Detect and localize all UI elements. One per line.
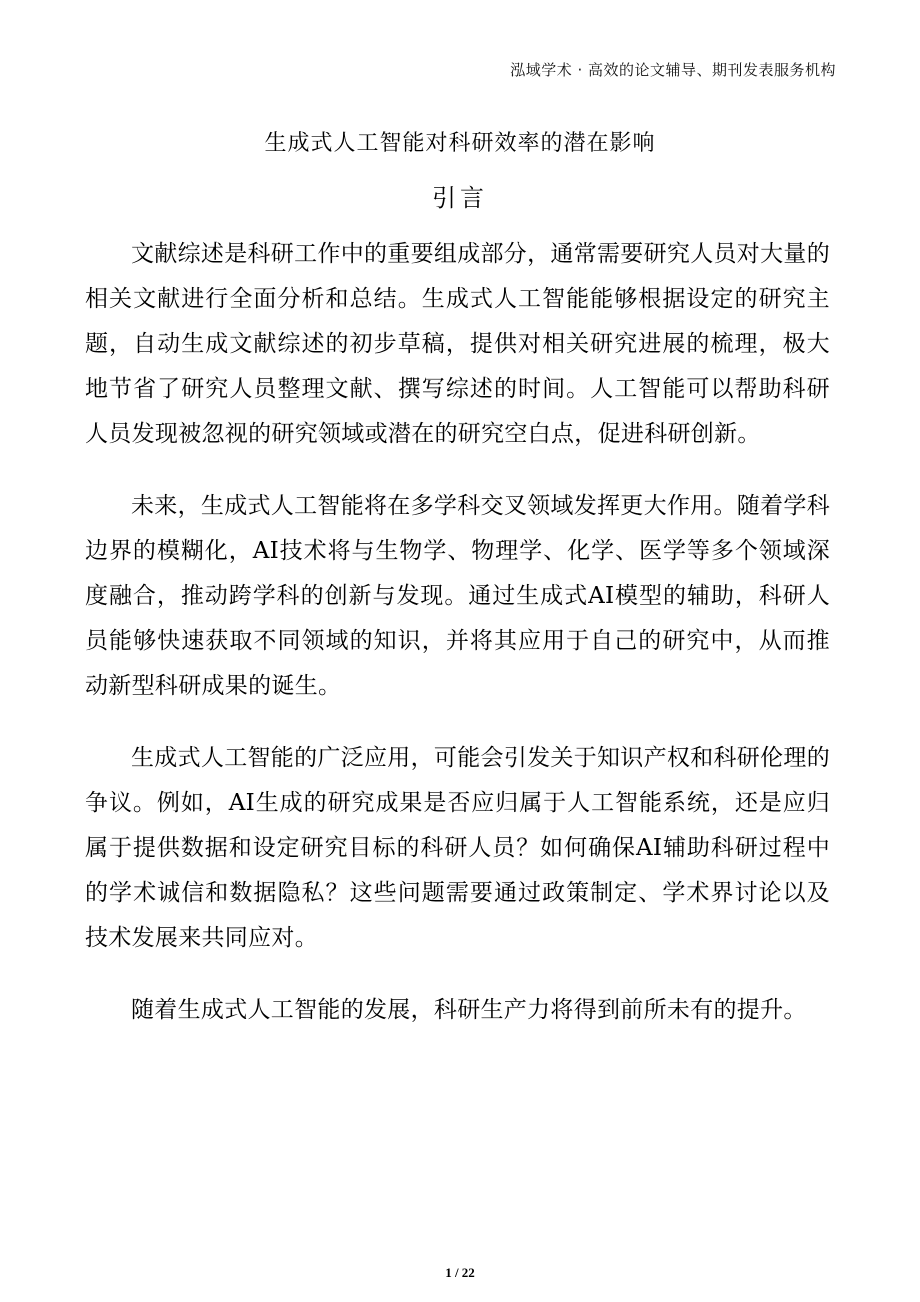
page-header: 泓域学术 · 高效的论文辅导、期刊发表服务机构 xyxy=(510,61,836,79)
section-heading: 引言 xyxy=(432,184,488,212)
paragraph-4: 随着生成式人工智能的发展，科研生产力将得到前所未有的提升。 xyxy=(131,997,807,1023)
paragraph-1: 文献综述是科研工作中的重要组成部分，通常需要研究人员对大量的相关文献进行全面分析和总结。生成式人工智能能够根据设定的研究主题，自动生成文献综述的初步草稿，提供对相关研究进展的梳理，极大地节省了研究人员整理文献、撰写综述的时间。人工智能可以帮助科研人员发现被忽视的研究领域或潜在的研究空白点，促进科研创新。 xyxy=(85,241,830,447)
page-number: 1 / 22 xyxy=(445,1265,475,1280)
paragraph-3: 生成式人工智能的广泛应用，可能会引发关于知识产权和科研伦理的争议。例如，AI生成的研究成果是否应归属于人工智能系统，还是应归属于提供数据和设定研究目标的科研人员？如何确保AI辅助科研过程中的学术诚信和数据隐私？这些问题需要通过政策制定、学术界讨论以及技术发展来共同应对。 xyxy=(85,745,830,951)
document-body xyxy=(85,232,830,1060)
document-title: 生成式人工智能对科研效率的潜在影响 xyxy=(264,131,656,156)
paragraph-2: 未来，生成式人工智能将在多学科交叉领域发挥更大作用。随着学科边界的模糊化，AI技术将与生物学、物理学、化学、医学等多个领域深度融合，推动跨学科的创新与发现。通过生成式AI模型的辅助，科研人员能够快速获取不同领域的知识，并将其应用于自己的研究中，从而推动新型科研成果的诞生。 xyxy=(85,493,830,699)
